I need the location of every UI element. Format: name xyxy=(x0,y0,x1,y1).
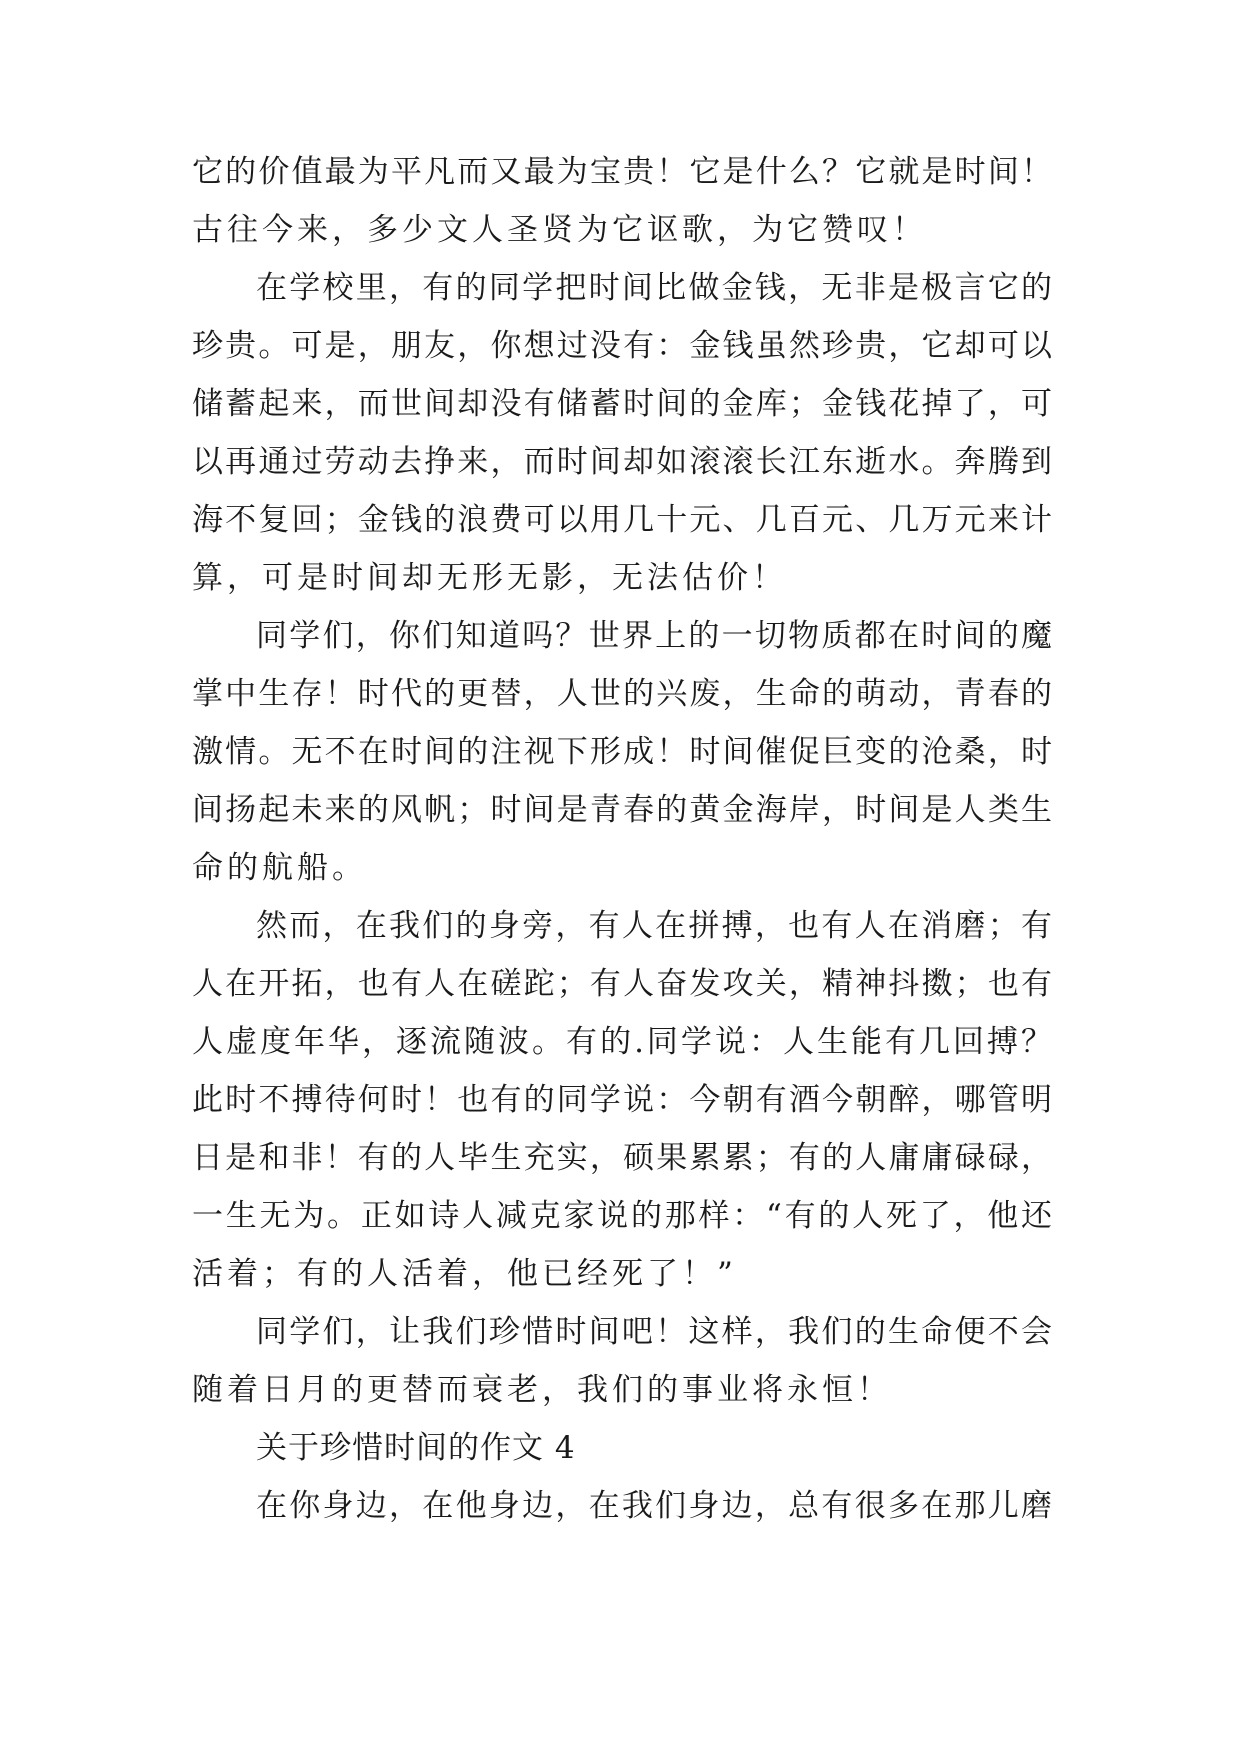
text-line: 此时不搏待何时！也有的同学说：今朝有酒今朝醉，哪管明 xyxy=(192,1082,1052,1118)
text-line: 活着；有的人活着，他已经死了！” xyxy=(192,1256,737,1292)
paragraph-start-line: 同学们，让我们珍惜时间吧！这样，我们的生命便不会 xyxy=(256,1314,1052,1350)
text-line: 海不复回；金钱的浪费可以用几十元、几百元、几万元来计 xyxy=(192,502,1052,538)
text-line: 珍贵。可是，朋友，你想过没有：金钱虽然珍贵，它却可以 xyxy=(192,328,1052,364)
text-line: 以再通过劳动去挣来，而时间却如滚滚长江东逝水。奔腾到 xyxy=(192,444,1052,480)
paragraph-start-line: 然而，在我们的身旁，有人在拼搏，也有人在消磨；有 xyxy=(256,908,1052,944)
section-heading: 关于珍惜时间的作文 4 xyxy=(256,1430,576,1466)
text-line: 算，可是时间却无形无影，无法估价！ xyxy=(192,560,787,596)
paragraph-start-line: 在学校里，有的同学把时间比做金钱，无非是极言它的 xyxy=(256,270,1052,306)
text-line: 命的航船。 xyxy=(192,850,367,886)
paragraph-start-line: 同学们，你们知道吗？世界上的一切物质都在时间的魔 xyxy=(256,618,1052,654)
text-line: 储蓄起来，而世间却没有储蓄时间的金库；金钱花掉了，可 xyxy=(192,386,1052,422)
text-line: 随着日月的更替而衰老，我们的事业将永恒！ xyxy=(192,1372,892,1408)
text-line: 激情。无不在时间的注视下形成！时间催促巨变的沧桑，时 xyxy=(192,734,1052,770)
paragraph-start-line: 在你身边，在他身边，在我们身边，总有很多在那儿磨 xyxy=(256,1488,1052,1524)
text-line: 它的价值最为平凡而又最为宝贵！它是什么？它就是时间！ xyxy=(192,154,1052,190)
text-line: 间扬起未来的风帆；时间是青春的黄金海岸，时间是人类生 xyxy=(192,792,1052,828)
text-line: 人在开拓，也有人在磋跎；有人奋发攻关，精神抖擞；也有 xyxy=(192,966,1052,1002)
text-line: 人虚度年华，逐流随波。有的.同学说：人生能有几回搏？ xyxy=(192,1024,1052,1060)
text-line: 一生无为。正如诗人减克家说的那样：“有的人死了，他还 xyxy=(192,1198,1052,1234)
text-line: 掌中生存！时代的更替，人世的兴废，生命的萌动，青春的 xyxy=(192,676,1052,712)
text-line: 日是和非！有的人毕生充实，硕果累累；有的人庸庸碌碌， xyxy=(192,1140,1052,1176)
text-line: 古往今来，多少文人圣贤为它讴歌，为它赞叹！ xyxy=(192,212,927,248)
